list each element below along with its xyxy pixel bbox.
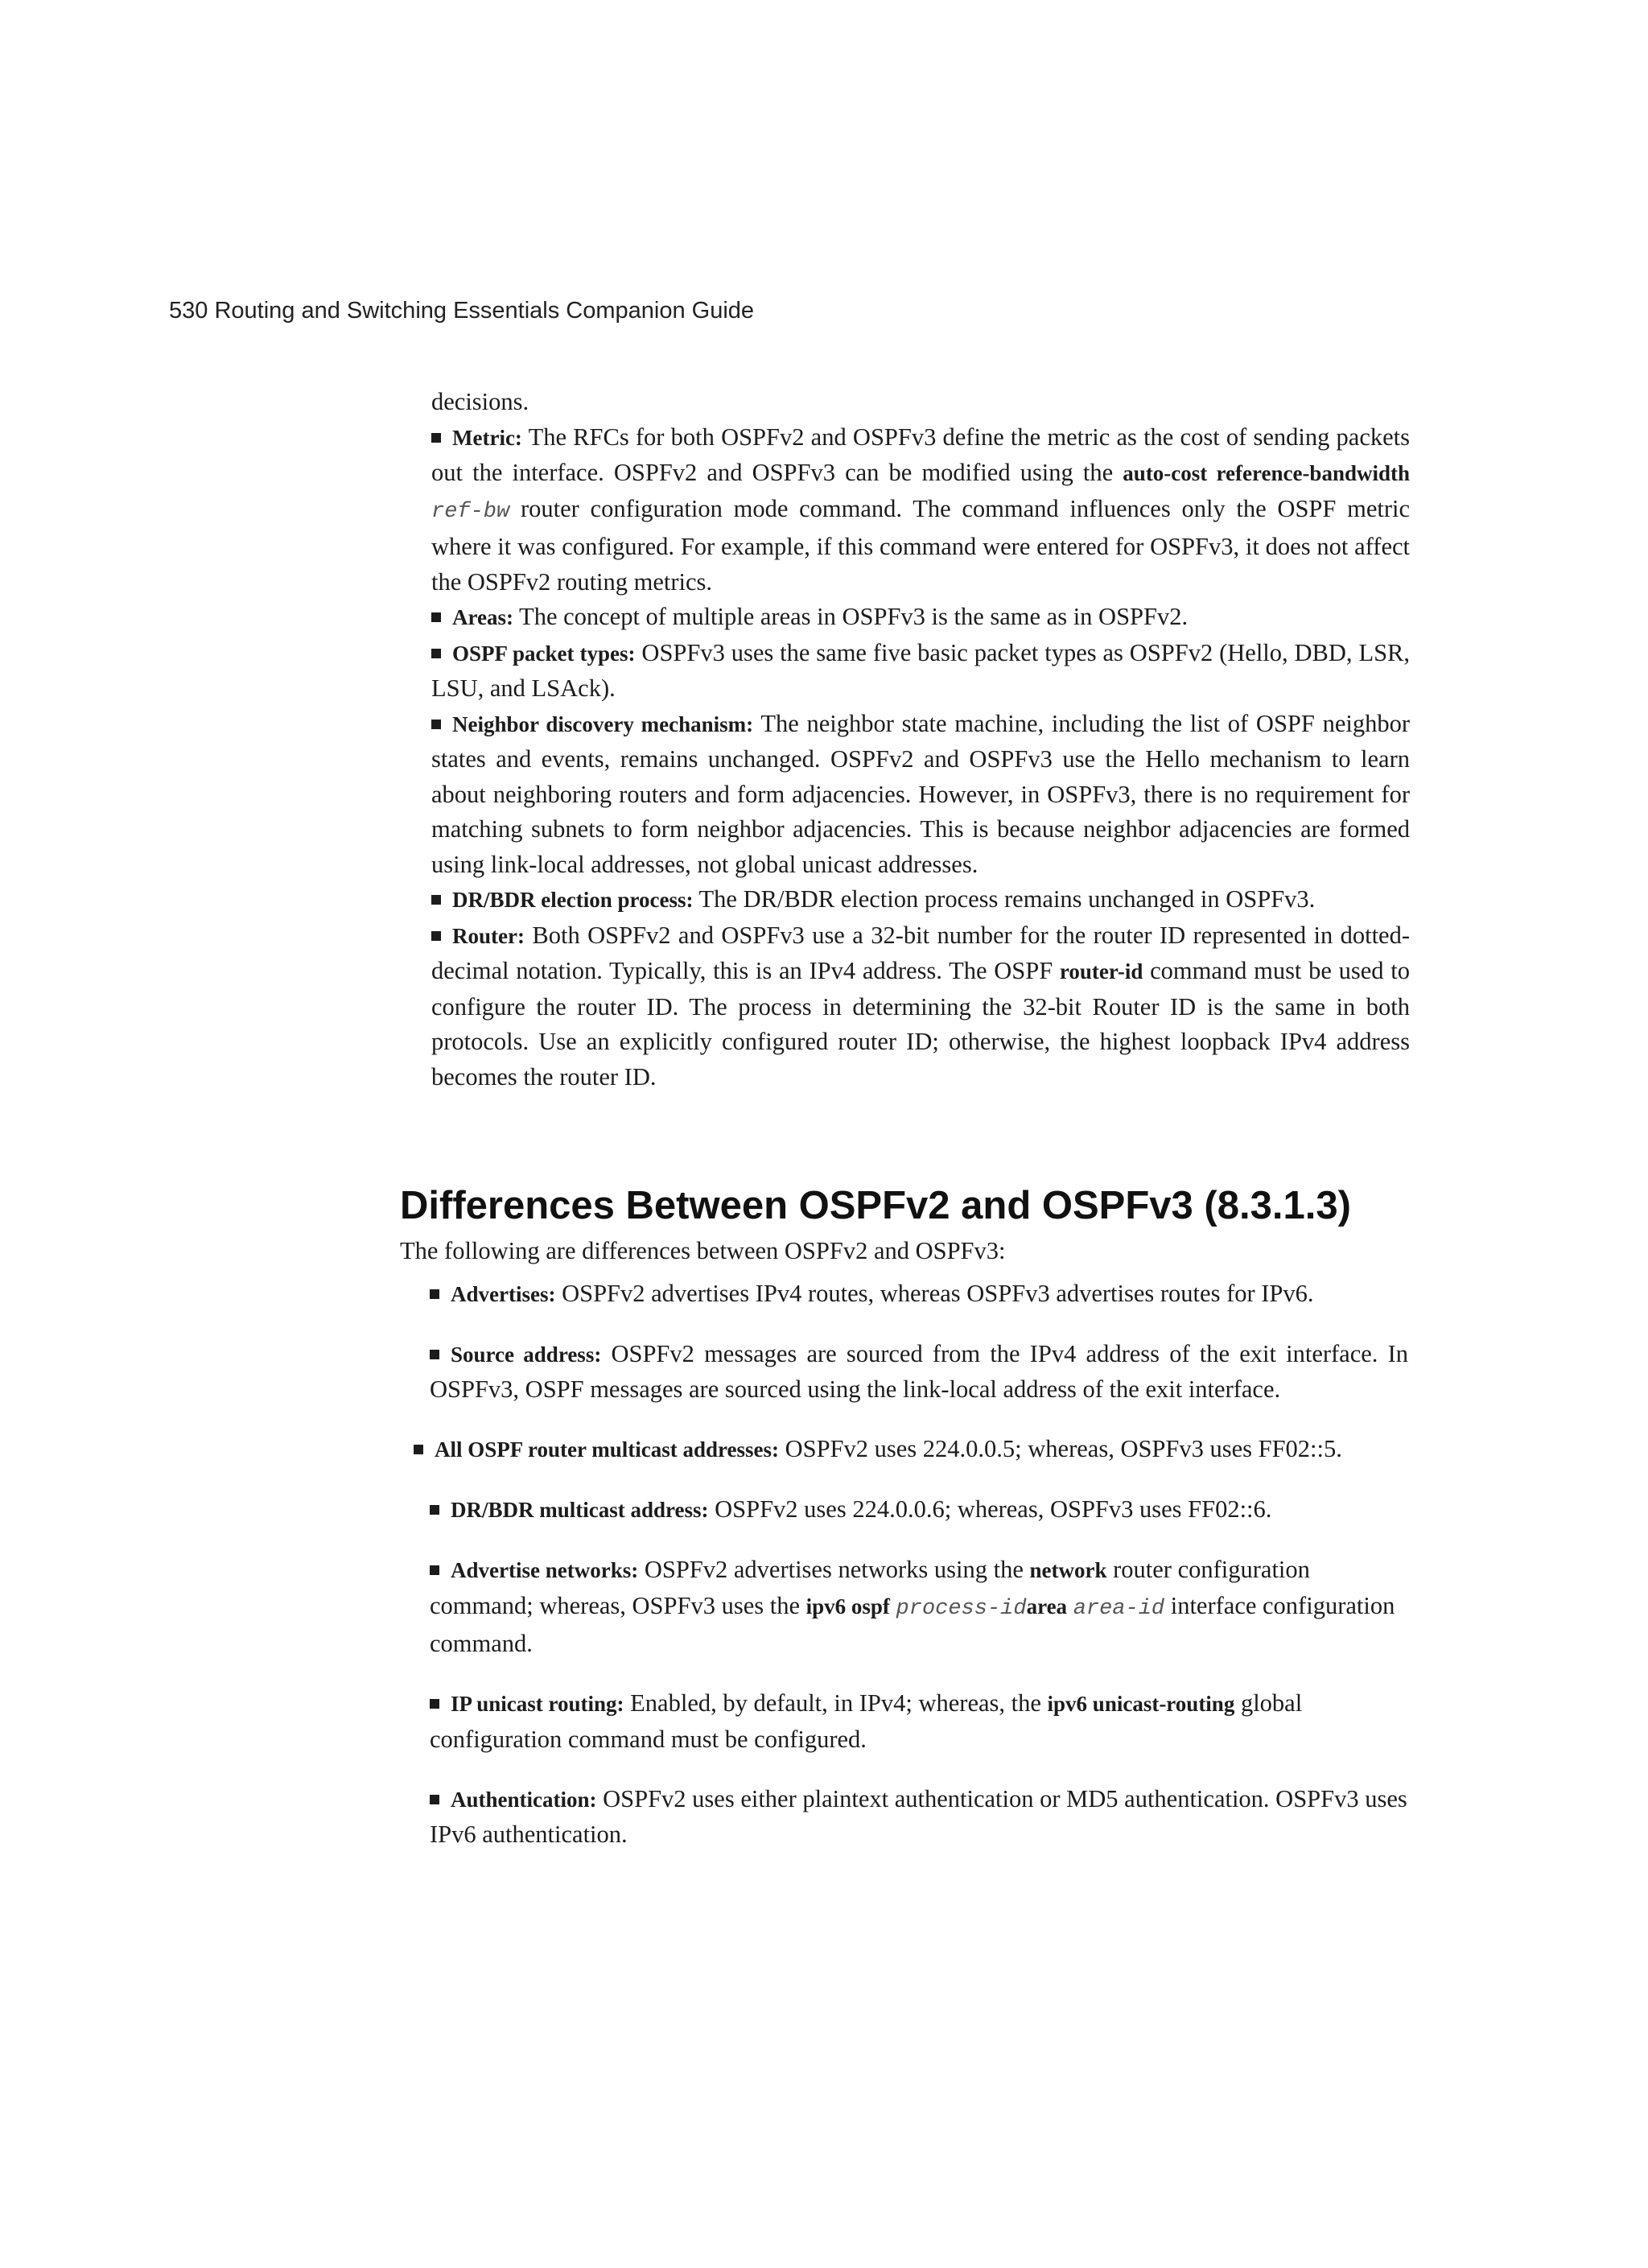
list-item-neighbor-discovery: Neighbor discovery mechanism: The neighbor state machine, including the list of OSPF neighbor states and events, remains unchanged. OSPFv2 and OSPFv3 use the Hello mechanism to learn about neighboring routers and form adjacencies. However, in OSPFv3, there is no requirement for matching subnets to form neighbor adjacencies. This is because neighbor adjacencies are formed using link-local addresses, not global unicast addresses. (431, 709, 1410, 878)
command-keyword: ipv6 ospf (805, 1594, 890, 1619)
running-head: 530 Routing and Switching Essentials Companion Guide (169, 298, 755, 324)
item-lead: DR/BDR multicast address: (451, 1498, 709, 1522)
list-item-authentication: Authentication: OSPFv2 uses either plaintext authentication or MD5 authentication. OSPFv3 uses IPv6 authentication. (430, 1784, 1407, 1848)
command-keyword: ipv6 unicast-routing (1047, 1692, 1235, 1716)
section-heading: Differences Between OSPFv2 and OSPFv3 (8.3.1.3) (400, 1184, 1351, 1227)
item-lead: Advertises: (451, 1281, 556, 1306)
list-item-ip-unicast-routing: IP unicast routing: Enabled, by default, in IPv4; whereas, the ipv6 unicast-routing global configuration command must be configured. (430, 1689, 1303, 1753)
command-keyword: area (1026, 1594, 1068, 1619)
item-lead: DR/BDR election process: (452, 888, 694, 912)
item-lead: All OSPF router multicast addresses: (435, 1437, 779, 1462)
command-keyword: auto-cost reference-bandwidth (1123, 461, 1411, 485)
list-item-advertises: Advertises: OSPFv2 advertises IPv4 routes, whereas OSPFv3 advertises routes for IPv6. (430, 1276, 1408, 1313)
command-argument: ref-bw (431, 499, 510, 524)
list-item-source-address: Source address: OSPFv2 messages are sourced from the IPv4 address of the exit interface. In OSPFv3, OSPF messages are sourced using the link-local address of the exit interface. (430, 1339, 1408, 1403)
continuation-text: decisions. (431, 388, 529, 415)
list-item-areas: Areas: The concept of multiple areas in OSPFv3 is the same as in OSPFv2. (431, 600, 1410, 636)
list-item-all-ospf-multicast: All OSPF router multicast addresses: OSPFv2 uses 224.0.0.5; whereas, OSPFv3 uses FF02::5. (414, 1432, 1408, 1468)
differences-list (430, 1276, 1408, 1853)
bullet-icon (431, 895, 441, 905)
differences-section (400, 1177, 1446, 1877)
bullet-icon (430, 1795, 439, 1804)
command-keyword: network (1029, 1558, 1107, 1582)
item-lead: Router: (452, 923, 525, 948)
top-bullet-list (431, 385, 1410, 1095)
item-lead: Areas: (452, 605, 513, 629)
list-item-metric: Metric: The RFCs for both OSPFv2 and OSPFv3 define the metric as the cost of sending packets out the interface. OSPFv2 and OSPFv3 can be modified using the auto-cost reference-bandwidth ref-bw router configuration mode command. The command influences only the OSPF metric where it was configured. For example, if this command were entered for OSPFv3, it does not affect the OSPFv2 routing metrics. (431, 423, 1411, 596)
bullet-icon (414, 1445, 423, 1454)
bullet-icon (430, 1505, 439, 1515)
item-lead: Advertise networks: (451, 1558, 639, 1582)
bullet-icon (430, 1289, 439, 1299)
item-lead: Source address: (451, 1342, 602, 1367)
list-item-drbdr-multicast: DR/BDR multicast address: OSPFv2 uses 224.0.0.6; whereas, OSPFv3 uses FF02::6. (430, 1492, 1408, 1528)
list-item-advertise-networks: Advertise networks: OSPFv2 advertises networks using the network router configuration command; whereas, OSPFv3 uses the ipv6 ospf process-idarea area-id interface configuration command. (430, 1556, 1395, 1657)
bullet-icon (431, 433, 441, 443)
list-item-router: Router: Both OSPFv2 and OSPFv3 use a 32-bit number for the router ID represented in dotted-decimal notation. Typically, this is an IPv4 address. The OSPF router-id command must be used to configure the router ID. The process in determining the 32-bit Router ID is the same in both protocols. Use an explicitly configured router ID; otherwise, the highest loopback IPv4 address becomes the router ID. (431, 921, 1410, 1091)
command-argument: process-id (896, 1596, 1027, 1621)
bullet-icon (430, 1350, 439, 1359)
bullet-icon (431, 931, 441, 941)
bullet-icon (430, 1565, 439, 1575)
bullet-icon (431, 720, 441, 729)
item-lead: Authentication: (451, 1787, 597, 1812)
section-intro: The following are differences between OSPFv2 and OSPFv3: (400, 1237, 1006, 1264)
command-argument: area-id (1073, 1596, 1165, 1621)
item-lead: IP unicast routing: (451, 1692, 624, 1716)
bullet-icon (430, 1699, 439, 1709)
item-lead: Neighbor discovery mechanism: (452, 711, 754, 736)
bullet-icon (431, 612, 441, 622)
list-item-packet-types: OSPF packet types: OSPFv3 uses the same five basic packet types as OSPFv2 (Hello, DBD, LSR, LSU, and LSAck). (431, 638, 1411, 702)
item-lead: Metric: (452, 425, 522, 450)
command-keyword: router-id (1059, 959, 1143, 983)
list-item-drbdr-election: DR/BDR election process: The DR/BDR election process remains unchanged in OSPFv3. (431, 882, 1410, 918)
bullet-icon (431, 649, 441, 658)
item-lead: OSPF packet types: (452, 641, 636, 666)
